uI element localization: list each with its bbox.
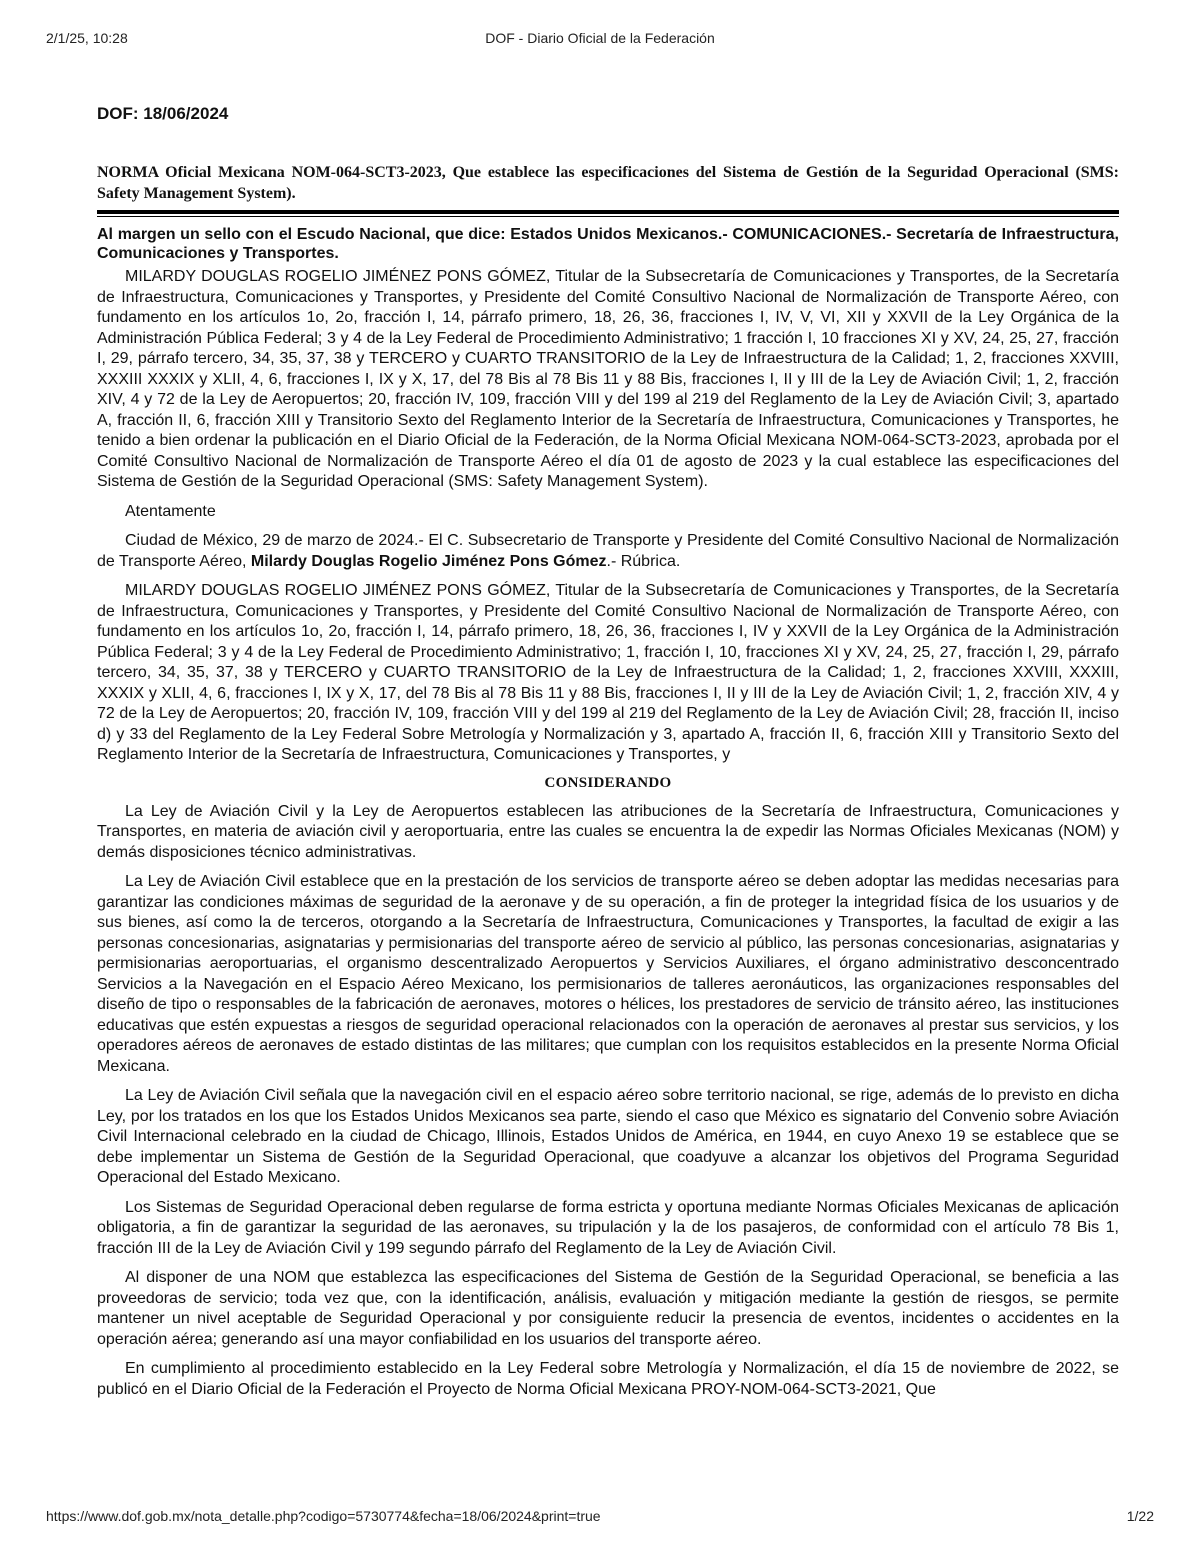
considerando-paragraph: La Ley de Aviación Civil y la Ley de Aeropuertos establecen las atribuciones de la Secretaría de Infraestructura, Comunicaciones y Transportes, en materia de aviación civil y aeroportuaria, entre las cuales se encuentra la de expedir las Normas Oficiales Mexicanas (NOM) y demás disposiciones técnico administrativas.	[97, 802, 1119, 861]
print-site-title: DOF - Diario Oficial de la Federación	[485, 30, 715, 46]
signature-suffix: .- Rúbrica.	[606, 552, 681, 570]
print-footer	[46, 1508, 1154, 1524]
title-divider-thin	[97, 216, 1119, 217]
considerando-heading: CONSIDERANDO	[544, 774, 672, 791]
document-body	[97, 104, 1119, 1409]
norma-title: NORMA Oficial Mexicana NOM-064-SCT3-2023, Que establece las especificaciones del Sistema de Gestión de la Seguridad Operacional (SMS: Safety Management System).	[97, 164, 1119, 202]
preamble-paragraph-1: MILARDY DOUGLAS ROGELIO JIMÉNEZ PONS GÓMEZ, Titular de la Subsecretaría de Comunicaciones y Transportes, de la Secretaría de Infraestructura, Comunicaciones y Transportes, y Presidente del Comité Consultivo Nacional de Normalización de Transporte Aéreo, con fundamento en los artículos 1o, 2o, fracción I, 14, párrafo primero, 18, 26, 36, fracciones I, IV, V, VI, XII y XXVII de la Ley Orgánica de la Administración Pública Federal; 3 y 4 de la Ley Federal de Procedimiento Administrativo; 1 fracción I, 10 fracciones XI y XV, 24, 25, 27, fracción I, 29, párrafo tercero, 34, 35, 37, 38 y TERCERO y CUARTO TRANSITORIO de la Ley de Infraestructura de la Calidad; 1, 2, fracciones XXVIII, XXXIII XXXIX y XLII, 4, 6, fracciones I, IX y X, 17, del 78 Bis al 78 Bis 11 y 88 Bis, fracciones I, II y III de la Ley de Aviación Civil; 1, 2, fracción XIV, 4 y 72 de la Ley de Aeropuertos; 20, fracción IV, 109, fracción VIII y del 199 al 219 del Reglamento de la Ley de Aviación Civil; 3, apartado A, fracción II, 6, fracción XIII y Transitorio Sexto del Reglamento Interior de la Secretaría de Infraestructura, Comunicaciones y Transportes, he tenido a bien ordenar la publicación en el Diario Oficial de la Federación, de la Norma Oficial Mexicana NOM-064-SCT3-2023, aprobada por el Comité Consultivo Nacional de Normalización de Transporte Aéreo el día 01 de agosto de 2023 y la cual establece las especificaciones del Sistema de Gestión de la Seguridad Operacional (SMS: Safety Management System).	[97, 268, 1119, 490]
considerando-paragraph: Los Sistemas de Seguridad Operacional deben regularse de forma estricta y oportuna mediante Normas Oficiales Mexicanas de aplicación obligatoria, a fin de garantizar la seguridad de las aeronaves, su tripulación y la de los pasajeros, de conformidad con el artículo 78 Bis 1, fracción III de la Ley de Aviación Civil y 199 segundo párrafo del Reglamento de la Ley de Aviación Civil.	[97, 1198, 1119, 1257]
considerando-paragraph: La Ley de Aviación Civil señala que la navegación civil en el espacio aéreo sobre territorio nacional, se rige, además de lo previsto en dicha Ley, por los tratados en los que los Estados Unidos Mexicanos sea parte, siendo el caso que México es signatario del Convenio sobre Aviación Civil Internacional celebrado en la ciudad de Chicago, Illinois, Estados Unidos de América, en 1944, en cuyo Anexo 19 se establece que se debe implementar un Sistema de Gestión de la Seguridad Operacional, que coadyuve a alcanzar los objetivos del Programa Seguridad Operacional del Estado Mexicano.	[97, 1087, 1119, 1186]
signature-prefix: Ciudad de México, 29 de marzo de 2024.- El C. Subsecretario de Transporte y Presidente del Comité Consultivo Nacional de Normalización de Transporte Aéreo,	[97, 532, 1119, 570]
page-number: 1/22	[1126, 1508, 1154, 1524]
signature-block	[97, 531, 1119, 572]
dof-publication-date: DOF: 18/06/2024	[97, 104, 229, 123]
preamble-paragraph-2: MILARDY DOUGLAS ROGELIO JIMÉNEZ PONS GÓMEZ, Titular de la Subsecretaría de Comunicaciones y Transportes, de la Secretaría de Infraestructura, Comunicaciones y Transportes, y Presidente del Comité Consultivo Nacional de Normalización de Transporte Aéreo, con fundamento en los artículos 1o, 2o, fracción I, 14, párrafo primero, 18, 26, 36, fracciones I, IV y XXVII de la Ley Orgánica de la Administración Pública Federal; 3 y 4 de la Ley Federal de Procedimiento Administrativo; 1, fracción I, 10, fracciones XI y XV, 24, 25, 27, fracción I, 29, párrafo tercero, 34, 35, 37, 38 y TERCERO y CUARTO TRANSITORIO de la Ley de Infraestructura de la Calidad; 1, 2, fracciones XXVIII, XXXIII, XXXIX y XLII, 4, 6, fracciones I, IX y X, 17, del 78 Bis al 78 Bis 11 y 88 Bis, fracciones I, II y III de la Ley de Aviación Civil; 1, 2, fracción XIV, 4 y 72 de la Ley de Aeropuertos; 20, fracción IV, 109, fracción VIII y del 199 al 219 del Reglamento de la Ley de Aviación Civil; 28, fracción II, inciso d) y 33 del Reglamento de la Ley Federal Sobre Metrología y Normalización y 3, apartado A, fracción II, 6, fracción XIII y Transitorio Sexto del Reglamento Interior de la Secretaría de Infraestructura, Comunicaciones y Transportes, y	[97, 582, 1119, 763]
print-url[interactable]: https://www.dof.gob.mx/nota_detalle.php?codigo=5730774&fecha=18/06/2024&print=true	[46, 1508, 601, 1524]
signature-name: Milardy Douglas Rogelio Jiménez Pons Gómez	[250, 552, 607, 570]
closing-atentamente: Atentamente	[125, 502, 216, 520]
print-datetime: 2/1/25, 10:28	[46, 30, 128, 46]
margin-note: Al margen un sello con el Escudo Nacional, que dice: Estados Unidos Mexicanos.- COMUNICACIONES.- Secretaría de Infraestructura, Comunicaciones y Transportes.	[97, 226, 1119, 262]
considerando-paragraph: La Ley de Aviación Civil establece que en la prestación de los servicios de transporte aéreo se deben adoptar las medidas necesarias para garantizar las condiciones máximas de seguridad de la aeronave y de su operación, a fin de proteger la integridad física de los usuarios y de sus bienes, así como la de terceros, otorgando a la Secretaría de Infraestructura, Comunicaciones y Transportes, la facultad de exigir a las personas concesionarias, asignatarias y permisionarias del transporte aéreo de servicio al público, las personas concesionarias, asignatarias y permisionarias aeroportuarias, el organismo descentralizado Aeropuertos y Servicios Auxiliares, el órgano administrativo desconcentrado Servicios a la Navegación en el Espacio Aéreo Mexicano, los permisionarios de talleres aeronáuticos, las organizaciones responsables del diseño de tipo o responsables de la fabricación de aeronaves, motores o hélices, los prestadores de servicio de tránsito aéreo, las instituciones educativas que estén expuestas a riesgos de seguridad operacional relacionados con la operación de aeronaves al prestar sus servicios, y los operadores aéreos de aeronaves de estado distintas de las militares; que cumplan con los requisitos establecidos en la presente Norma Oficial Mexicana.	[97, 873, 1119, 1075]
considerando-paragraph: Al disponer de una NOM que establezca las especificaciones del Sistema de Gestión de la Seguridad Operacional, se beneficia a las proveedoras de servicio; toda vez que, con la identificación, análisis, evaluación y mitigación mediante la gestión de riesgos, se permite mantener un nivel aceptable de Seguridad Operacional y por consiguiente reducir la presencia de eventos, incidentes o accidentes en la operación aérea; generando así una mayor confiabilidad en los usuarios del transporte aéreo.	[97, 1269, 1119, 1348]
title-divider-thick	[97, 210, 1119, 214]
considerando-paragraph: En cumplimiento al procedimiento establecido en la Ley Federal sobre Metrología y Normalización, el día 15 de noviembre de 2022, se publicó en el Diario Oficial de la Federación el Proyecto de Norma Oficial Mexicana PROY-NOM-064-SCT3-2021, Que	[97, 1360, 1119, 1398]
